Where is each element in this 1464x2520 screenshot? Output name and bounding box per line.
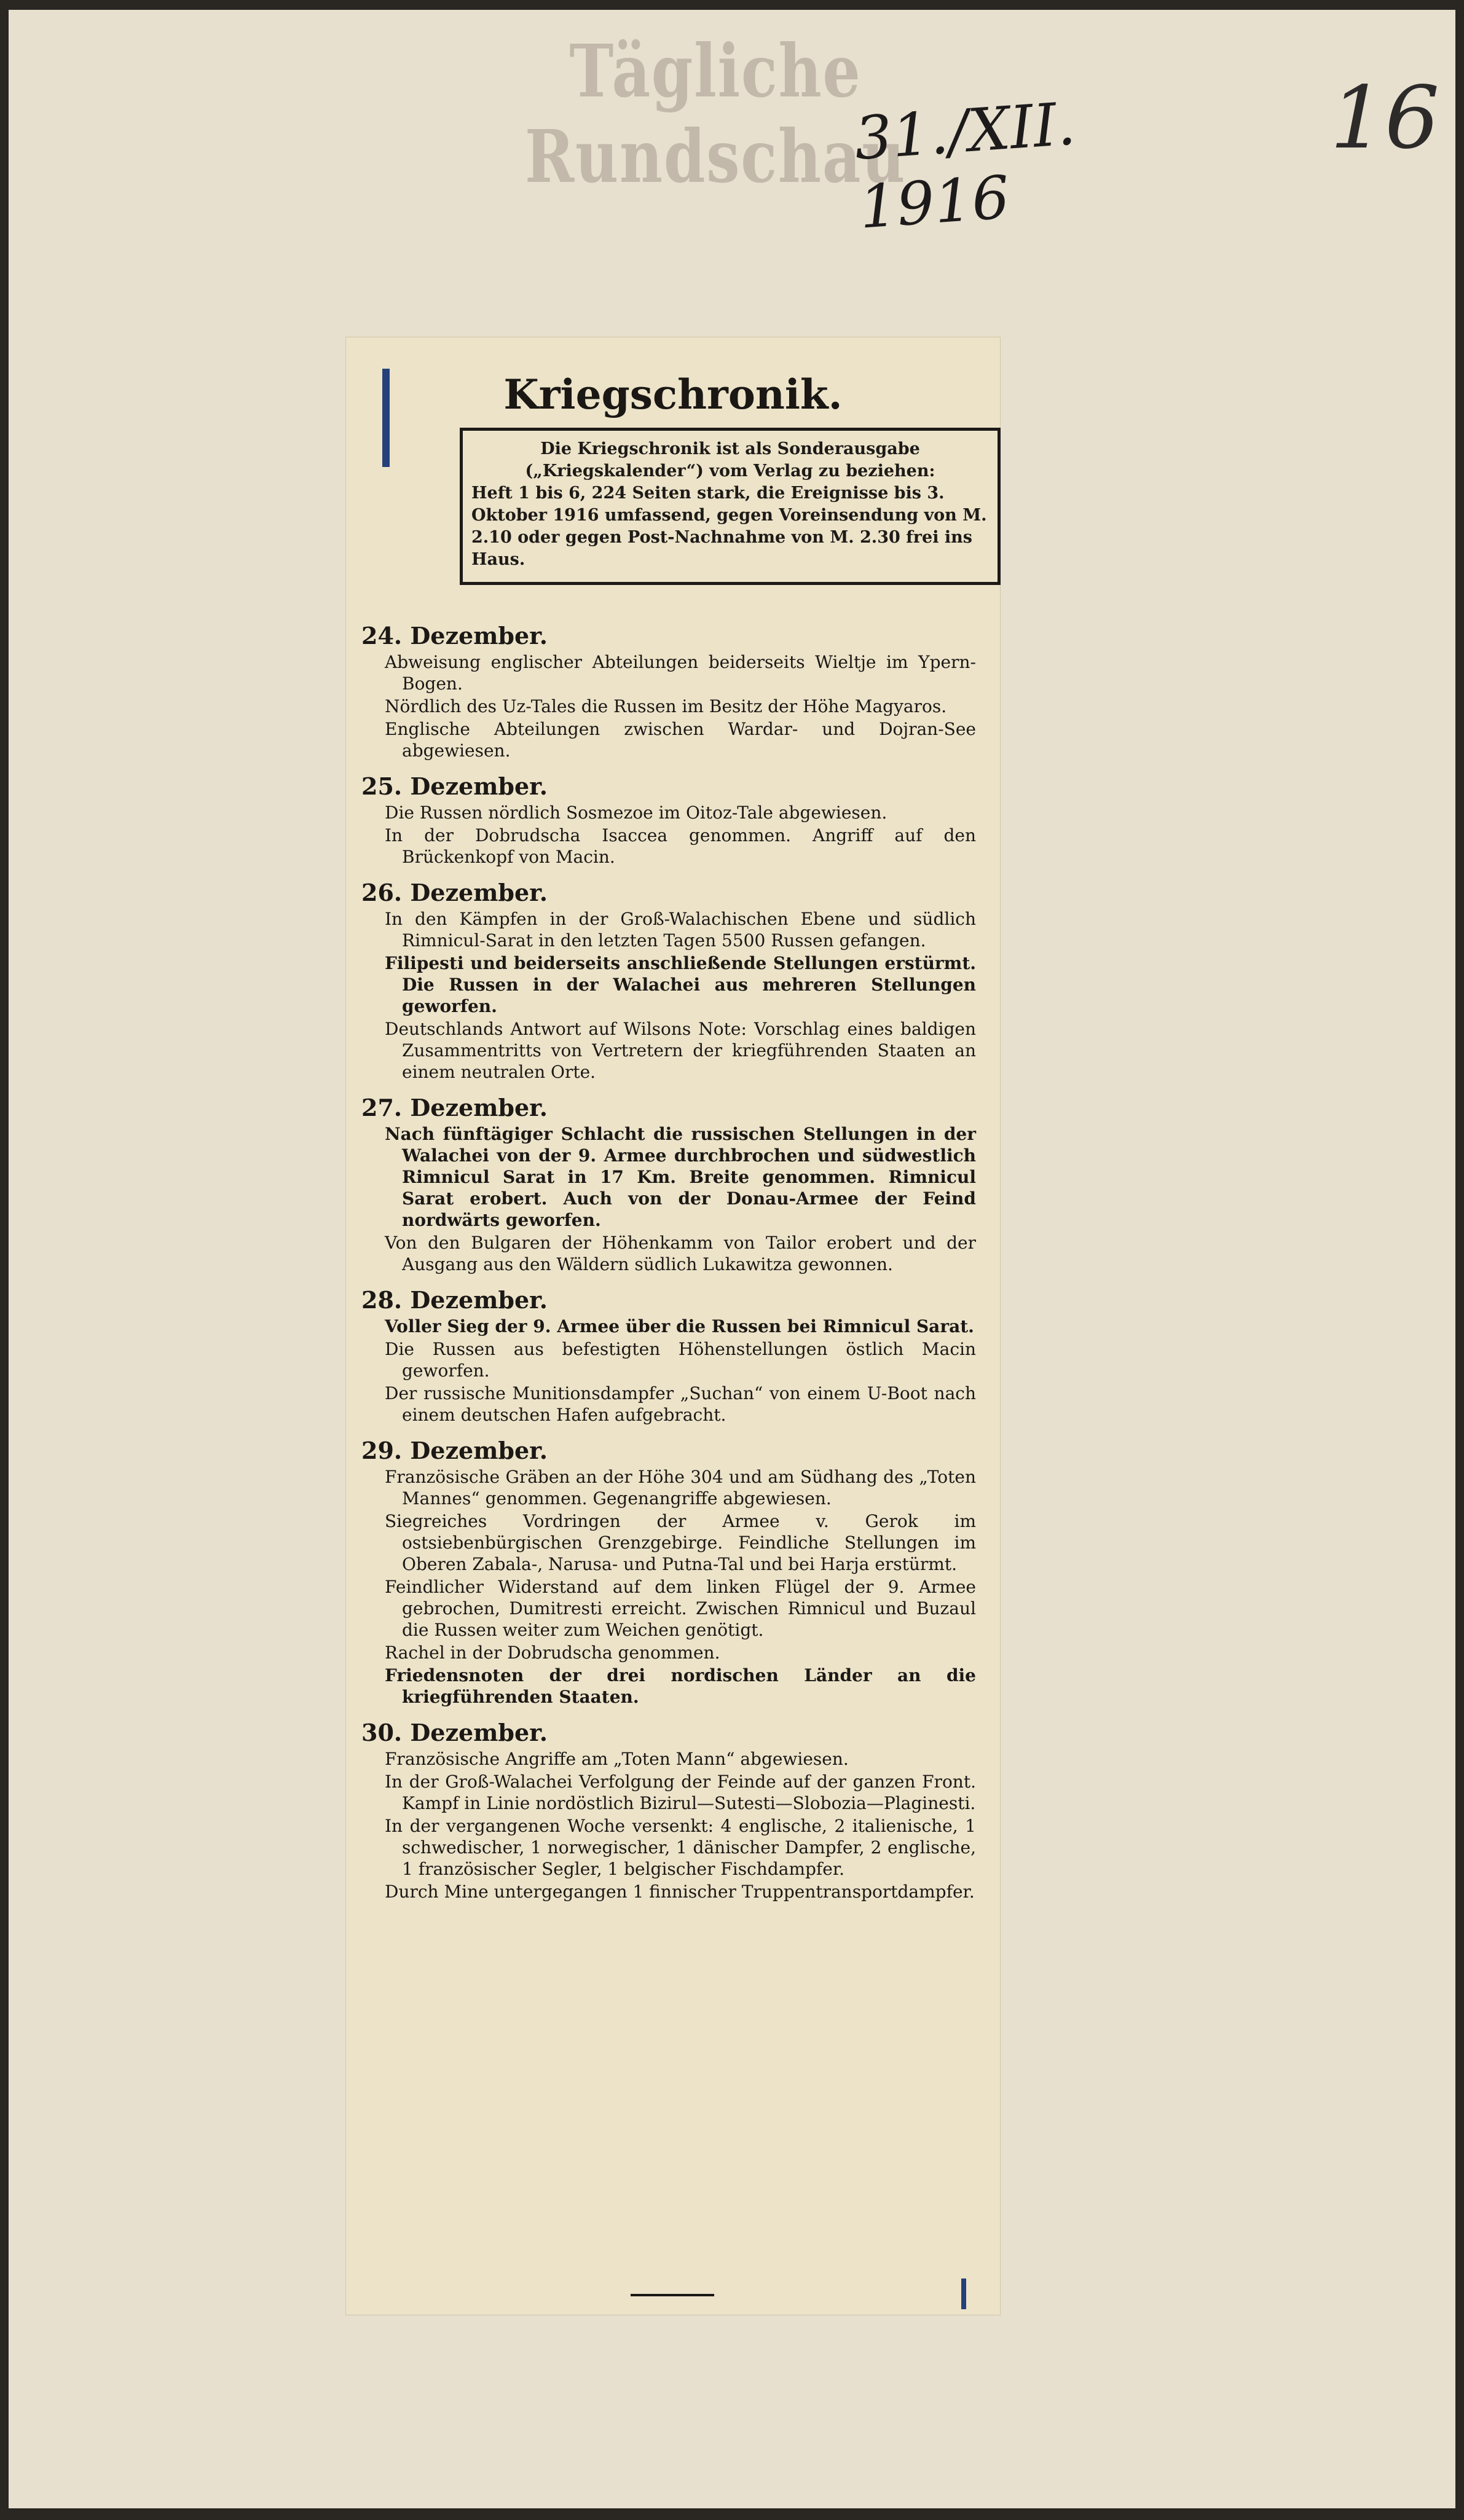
day-section [361,1093,976,1275]
newspaper-stamp: Tägliche Rundschau [524,28,907,199]
day-section [361,1717,976,1902]
chronicle-entry: Durch Mine untergegangen 1 finnischer Truppentransportdampfer. [385,1882,975,1902]
chronicle-entry: Nördlich des Uz-Tales die Russen im Besitz der Höhe Magyaros. [385,696,947,716]
article-title: Kriegschronik. [503,371,843,418]
day-heading: 29. Dezember. [361,1437,548,1464]
notice-box [460,428,1001,585]
day-heading: 26. Dezember. [361,879,548,906]
chronicle-entry: In der Groß-Walachei Verfolgung der Feinde auf der ganzen Front. Kampf in Linie nordöstlich Bizirul—Sutesti—Slobozia—Plaginesti. [385,1772,976,1813]
day-section [361,771,976,868]
chronicle-entry: In der Dobrudscha Isaccea genommen. Angriff auf den Brückenkopf von Macin. [385,825,976,867]
end-rule [631,2294,714,2296]
newspaper-clipping [345,337,1001,2315]
day-section [361,1285,976,1426]
chronicle-entry: Filipesti und beiderseits anschließende Stellungen erstürmt. Die Russen in der Walachei aus mehreren Stellungen geworfen. [385,953,976,1016]
archive-sheet [9,10,1455,2508]
handwritten-date: 31./XII. 1916 [852,89,1078,242]
chronicle-entry: In der vergangenen Woche versenkt: 4 englische, 2 italienische, 1 schwedischer, 1 norwegischer, 1 dänischer Dampfer, 2 englische, 1 französischer Segler, 1 belgischer Fischdampfer. [385,1816,976,1879]
day-section [361,877,976,1083]
chronicle-entry: Die Russen nördlich Sosmezoe im Oitoz-Tale abgewiesen. [385,803,887,823]
day-heading: 25. Dezember. [361,772,548,800]
day-heading: 28. Dezember. [361,1286,548,1314]
notice-line-1: Die Kriegschronik ist als Sonderausgabe („Kriegskalender“) vom Verlag zu beziehen: [525,439,935,481]
page-number: 16 [1330,68,1440,168]
chronicle-list [361,621,976,1912]
chronicle-entry: Feindlicher Widerstand auf dem linken Flügel der 9. Armee gebrochen, Dumitresti erreicht. Zwischen Rimnicul und Buzaul die Russen weiter zum Weichen genötigt. [385,1577,976,1640]
chronicle-entry: Deutschlands Antwort auf Wilsons Note: Vorschlag eines baldigen Zusammentritts von Vertretern der kriegführenden Staaten an einem neutralen Orte. [385,1019,976,1082]
chronicle-entry: Rachel in der Dobrudscha genommen. [385,1643,720,1663]
chronicle-entry: Siegreiches Vordringen der Armee v. Gerok im ostsiebenbürgischen Grenzgebirge. Feindliche Stellungen im Oberen Zabala-, Narusa- und Putna-Tal und bei Harja erstürmt. [385,1511,976,1574]
day-section [361,621,976,761]
chronicle-entry: Englische Abteilungen zwischen Wardar- und Dojran-See abgewiesen. [385,719,976,761]
chronicle-entry: Nach fünftägiger Schlacht die russischen Stellungen in der Walachei von der 9. Armee durchbrochen und südwestlich Rimnicul Sarat in 17 Km. Breite genommen. Rimnicul Sarat erobert. Auch von der Donau-Armee der Feind nordwärts geworfen. [385,1124,976,1230]
chronicle-entry: Französische Angriffe am „Toten Mann“ abgewiesen. [385,1749,849,1769]
chronicle-entry: Abweisung englischer Abteilungen beiderseits Wieltje im Ypern-Bogen. [385,652,976,694]
chronicle-entry: Voller Sieg der 9. Armee über die Russen bei Rimnicul Sarat. [385,1316,974,1337]
blue-pencil-mark [961,2279,966,2309]
notice-line-2: Heft 1 bis 6, 224 Seiten stark, die Ereignisse bis 3. Oktober 1916 umfassend, gegen Voreinsendung von M. 2.10 oder gegen Post-Nachnahme von M. 2.30 frei ins Haus. [471,484,987,569]
day-heading: 30. Dezember. [361,1719,548,1746]
chronicle-entry: In den Kämpfen in der Groß-Walachischen Ebene und südlich Rimnicul-Sarat in den letzten Tagen 5500 Russen gefangen. [385,909,976,951]
chronicle-entry: Der russische Munitionsdampfer „Suchan“ von einem U-Boot nach einem deutschen Hafen aufgebracht. [385,1383,976,1425]
day-heading: 27. Dezember. [361,1094,548,1121]
chronicle-entry: Die Russen aus befestigten Höhenstellungen östlich Macin geworfen. [385,1339,976,1381]
day-heading: 24. Dezember. [361,622,548,650]
chronicle-entry: Französische Gräben an der Höhe 304 und am Südhang des „Toten Mannes“ genommen. Gegenangriffe abgewiesen. [385,1467,976,1509]
chronicle-entry: Friedensnoten der drei nordischen Länder an die kriegführenden Staaten. [385,1665,976,1707]
chronicle-entry: Von den Bulgaren der Höhenkamm von Tailor erobert und der Ausgang aus den Wäldern südlich Lukawitza gewonnen. [385,1233,976,1274]
day-section [361,1435,976,1708]
